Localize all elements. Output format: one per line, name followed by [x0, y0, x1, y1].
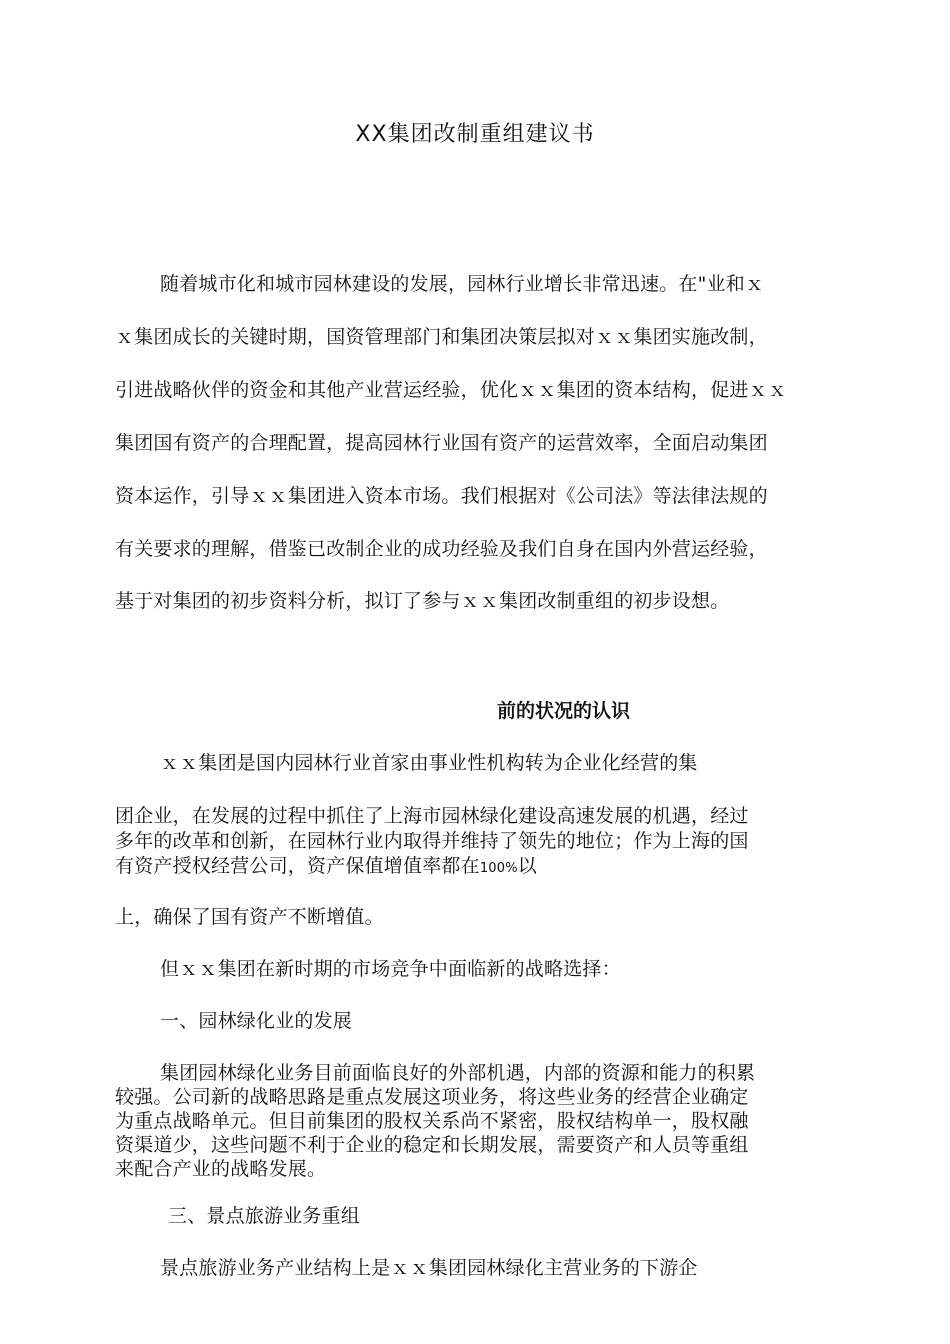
- status-line-4-suffix: 以: [517, 855, 537, 877]
- item1-line-2: 较强。公司新的战略思路是重点发展这项业务，将这些业务的经营企业确定: [115, 1086, 749, 1108]
- intro-line-3: 引进战略伙伴的资金和其他产业营运经验，优化ｘｘ集团的资本结构，促进ｘｘ: [115, 379, 788, 401]
- intro-line-2: ｘ集团成长的关键时期，国资管理部门和集团决策层拟对ｘｘ集团实施改制，: [115, 326, 768, 348]
- intro-line-4: 集团国有资产的合理配置，提高园林行业国有资产的运营效率，全面启动集团: [115, 432, 768, 454]
- status-line-4: [115, 854, 537, 881]
- status-line-3: 多年的改革和创新，在园林行业内取得并维持了领先的地位；作为上海的国: [115, 830, 749, 852]
- percentage-value: 100%: [479, 861, 518, 876]
- section-heading: 前的状况的认识: [497, 700, 631, 722]
- item1-line-5: 来配合产业的战略发展。: [115, 1158, 327, 1180]
- item1-line-1: 集团园林绿化业务目前面临良好的外部机遇，内部的资源和能力的积累: [160, 1062, 756, 1084]
- intro-line-6: 有关要求的理解，借鉴已改制企业的成功经验及我们自身在国内外营运经验，: [115, 538, 768, 560]
- document-title: XX集团改制重组建议书: [355, 122, 595, 147]
- intro-line-7: 基于对集团的初步资料分析，拟订了参与ｘｘ集团改制重组的初步设想。: [115, 590, 730, 612]
- item1-line-4: 资渠道少，这些问题不利于企业的稳定和长期发展，需要资产和人员等重组: [115, 1134, 749, 1156]
- status-line-4-prefix: 有资产授权经营公司，资产保值增值率都在: [115, 855, 480, 877]
- status-line-1: ｘｘ集团是国内园林行业首家由事业性机构转为企业化经营的集: [160, 752, 698, 774]
- status-line-2: 团企业，在发展的过程中抓住了上海市园林绿化建设高速发展的机遇，经过: [115, 805, 749, 827]
- item1-heading: 一、园林绿化业的发展: [160, 1010, 353, 1032]
- item3-heading: 三、景点旅游业务重组: [168, 1205, 361, 1227]
- intro-line-5: 资本运作，引导ｘｘ集团进入资本市场。我们根据对《公司法》等法律法规的: [115, 485, 768, 507]
- strategy-intro: 但ｘｘ集团在新时期的市场竞争中面临新的战略选择：: [160, 958, 621, 980]
- status-line-5: 上，确保了国有资产不断增值。: [115, 906, 384, 928]
- intro-line-1: 随着城市化和城市园林建设的发展，园林行业增长非常迅速。在"业和ｘ: [160, 273, 765, 295]
- item3-line-1: 景点旅游业务产业结构上是ｘｘ集团园林绿化主营业务的下游企: [160, 1257, 698, 1279]
- item1-line-3: 为重点战略单元。但目前集团的股权关系尚不紧密，股权结构单一，股权融: [115, 1110, 749, 1132]
